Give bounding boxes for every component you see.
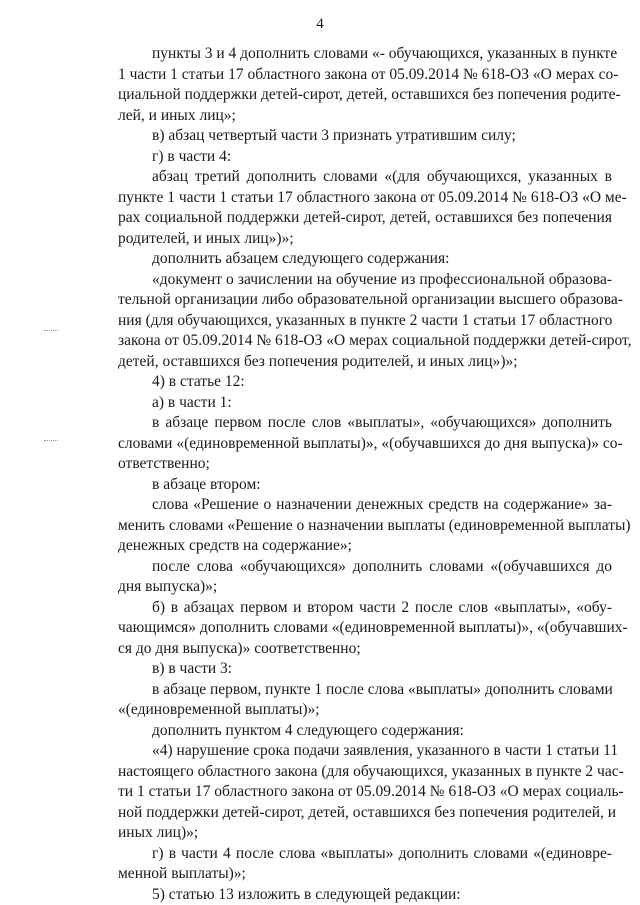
text-line: г) в части 4 после слова «выплаты» дополнить словами «(единовре- xyxy=(152,844,612,862)
text-line: дня выпуска)»; xyxy=(118,578,218,595)
text-line: ся до дня выпуска)» соответственно; xyxy=(118,639,361,657)
text-line: дополнить пунктом 4 следующего содержания: xyxy=(152,721,464,739)
text-line: лей, и иных лиц»; xyxy=(118,106,236,124)
text-line: ния (для обучающихся, указанных в пункте 2 части 1 статьи 17 областного xyxy=(118,311,613,329)
text-line: после слова «обучающихся» дополнить словами «(обучавшихся до xyxy=(152,557,612,575)
text-line: циальной поддержки детей-сирот, детей, оставшихся без попечения родите- xyxy=(118,86,621,103)
text-line: ответственно; xyxy=(118,455,210,472)
text-line: слова «Решение о назначении денежных средств на содержание» за- xyxy=(152,496,612,513)
text-line: в абзаце первом, пункте 1 после слова «выплаты» дополнить словами xyxy=(152,680,613,698)
text-line: родителей, и иных лиц»)»; xyxy=(118,229,294,247)
text-line: детей, оставшихся без попечения родителей, и иных лиц»)»; xyxy=(118,352,518,370)
text-line: менить словами «Решение о назначении выплаты (единовременной выплаты) xyxy=(118,516,631,534)
text-line: тельной организации либо образовательной организации высшего образова- xyxy=(118,291,623,308)
text-line: пункте 1 части 1 статьи 17 областного закона от 05.09.2014 № 618-ОЗ «О ме- xyxy=(118,188,627,206)
text-line: 5) статью 13 изложить в следующей редакции: xyxy=(152,885,461,903)
text-line: чающимся» дополнить словами «(единовременной выплаты)», «(обучавших- xyxy=(118,619,628,636)
text-line: настоящего областного закона (для обучающихся, указанных в пункте 2 час- xyxy=(118,762,624,780)
text-line: «4) нарушение срока подачи заявления, указанного в части 1 статьи 11 xyxy=(152,742,619,759)
text-line: рах социальной поддержки детей-сирот, детей, оставшихся без попечения xyxy=(118,209,612,226)
text-line: иных лиц)»; xyxy=(118,824,199,841)
scan-artifact xyxy=(44,440,58,443)
text-line: дополнить абзацем следующего содержания: xyxy=(152,250,450,267)
text-line: в) абзац четвертый части 3 признать утратившим силу; xyxy=(152,127,516,144)
text-line: «(единовременной выплаты)»; xyxy=(118,701,320,718)
text-line: 1 части 1 статьи 17 областного закона от 05.09.2014 № 618-ОЗ «О мерах со- xyxy=(118,65,619,83)
text-line: абзац третий дополнить словами «(для обучающихся, указанных в xyxy=(152,168,612,185)
text-line: 4) в статье 12: xyxy=(152,373,245,390)
text-line: б) в абзацах первом и втором части 2 после слов «выплаты», «обу- xyxy=(152,598,612,616)
text-line: денежных средств на содержание»; xyxy=(118,537,352,554)
text-line: в абзаце втором: xyxy=(152,475,261,493)
text-line: закона от 05.09.2014 № 618-ОЗ «О мерах социальной поддержки детей-сирот, xyxy=(118,332,632,349)
text-line: в) в части 3: xyxy=(152,660,233,677)
text-line: в абзаце первом после слов «выплаты», «обучающихся» дополнить xyxy=(152,414,612,431)
text-line: менной выплаты)»; xyxy=(118,865,246,882)
scan-artifact xyxy=(44,330,58,333)
page-number: 4 xyxy=(316,16,324,32)
text-line: г) в части 4: xyxy=(152,147,232,165)
text-line: пункты 3 и 4 дополнить словами «- обучающихся, указанных в пункте xyxy=(152,45,618,62)
text-line: словами «(единовременной выплаты)», «(обучавшихся до дня выпуска)» со- xyxy=(118,434,623,452)
text-line: ти 1 статьи 17 областного закона от 05.09.2014 № 618-ОЗ «О мерах социаль- xyxy=(118,783,624,800)
text-line: «документ о зачислении на обучение из профессиональной образова- xyxy=(152,270,612,288)
text-line: ной поддержки детей-сирот, детей, оставшихся без попечения родителей, и xyxy=(118,803,617,821)
text-line: а) в части 1: xyxy=(152,393,232,411)
document-body xyxy=(118,44,632,905)
